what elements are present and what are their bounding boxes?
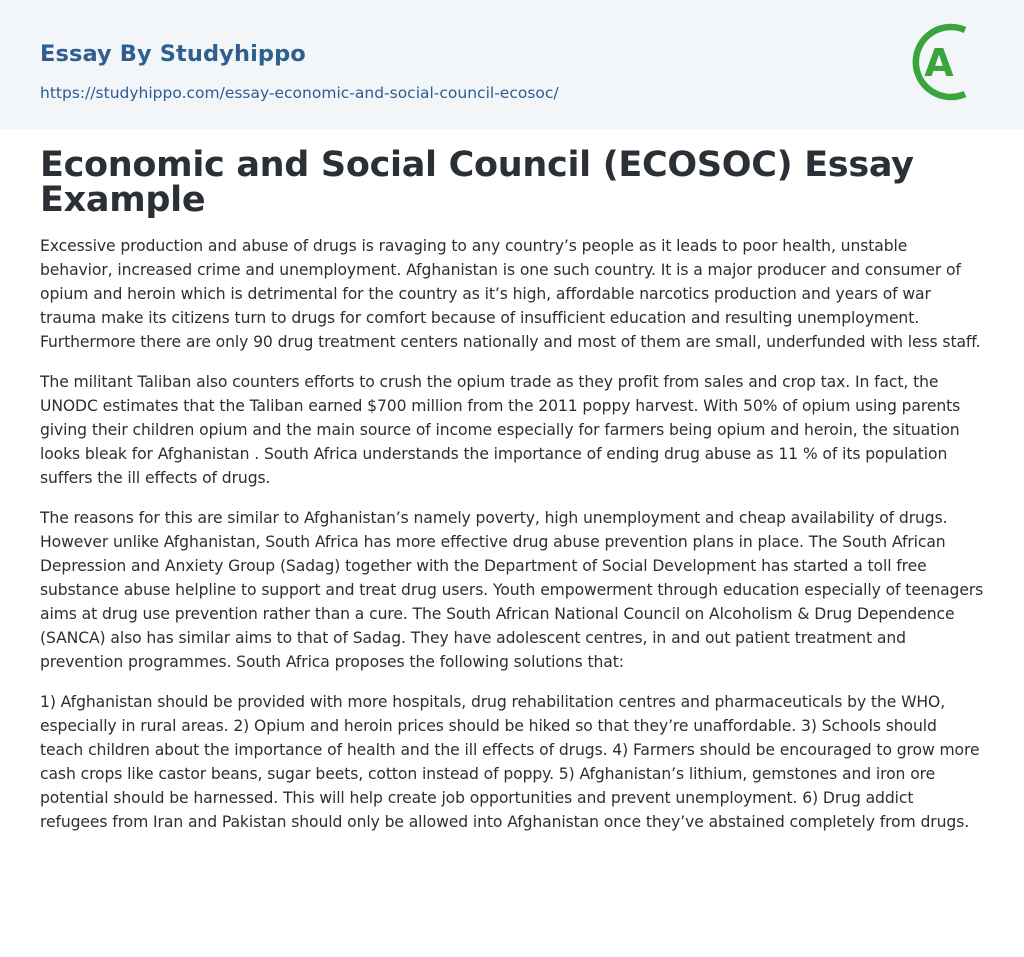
article-paragraph: 1) Afghanistan should be provided with more hospitals, drug rehabilitation centres and pharmaceuticals by the WHO, especially in rural areas. 2) Opium and heroin prices should be hiked so that they’re unaffordable. 3) Schools should teach children about the importance of health and the ill effects of drugs. 4) Farmers should be encouraged to grow more cash crops like castor beans, sugar beets, cotton instead of poppy. 5) Afghanistan’s lithium, gemstones and iron ore potential should be harnessed. This will help create job opportunities and prevent unemployment. 6) Drug addict refugees from Iran and Pakistan should only be allowed into Afghanistan once they’ve abstained completely from drugs.: [40, 693, 980, 831]
article-paragraph: The reasons for this are similar to Afghanistan’s namely poverty, high unemployment and cheap availability of drugs. However unlike Afghanistan, South Africa has more effective drug abuse prevention plans in place. The South African Depression and Anxiety Group (Sadag) together with the Department of Social Development has started a toll free substance abuse helpline to support and treat drug users. Youth empowerment through education especially of teenagers aims at drug use prevention rather than a cure. The South African National Council on Alcoholism & Drug Dependence (SANCA) also has similar aims to that of Sadag. They have adolescent centres, in and out patient treatment and prevention programmes. South Africa proposes the following solutions that:: [40, 509, 984, 671]
article-title: Economic and Social Council (ECOSOC) Essay Example: [40, 145, 914, 220]
site-header: [0, 0, 1024, 129]
article-paragraph: The militant Taliban also counters efforts to crush the opium trade as they profit from sales and crop tax. In fact, the UNODC estimates that the Taliban earned $700 million from the 2011 poppy harvest. With 50% of opium using parents giving their children opium and the main source of income especially for farmers being opium and heroin, the situation looks bleak for Afghanistan . South Africa understands the importance of ending drug abuse as 11 % of its population suffers the ill effects of drugs.: [40, 373, 961, 487]
source-url-link[interactable]: https://studyhippo.com/essay-economic-and-social-council-ecosoc/: [40, 84, 559, 102]
logo-letter: A: [924, 41, 954, 85]
site-brand[interactable]: Essay By Studyhippo: [40, 41, 306, 67]
article-paragraph: Excessive production and abuse of drugs is ravaging to any country’s people as it leads to poor health, unstable behavior, increased crime and unemployment. Afghanistan is one such country. It is a major producer and consumer of opium and heroin which is detrimental for the country as it’s high, affordable narcotics production and years of war trauma make its citizens turn to drugs for comfort because of insufficient education and resulting unemployment. Furthermore there are only 90 drug treatment centers nationally and most of them are small, underfunded with less staff.: [40, 237, 981, 351]
studyhippo-logo-icon[interactable]: [912, 18, 988, 106]
article: [40, 145, 984, 850]
